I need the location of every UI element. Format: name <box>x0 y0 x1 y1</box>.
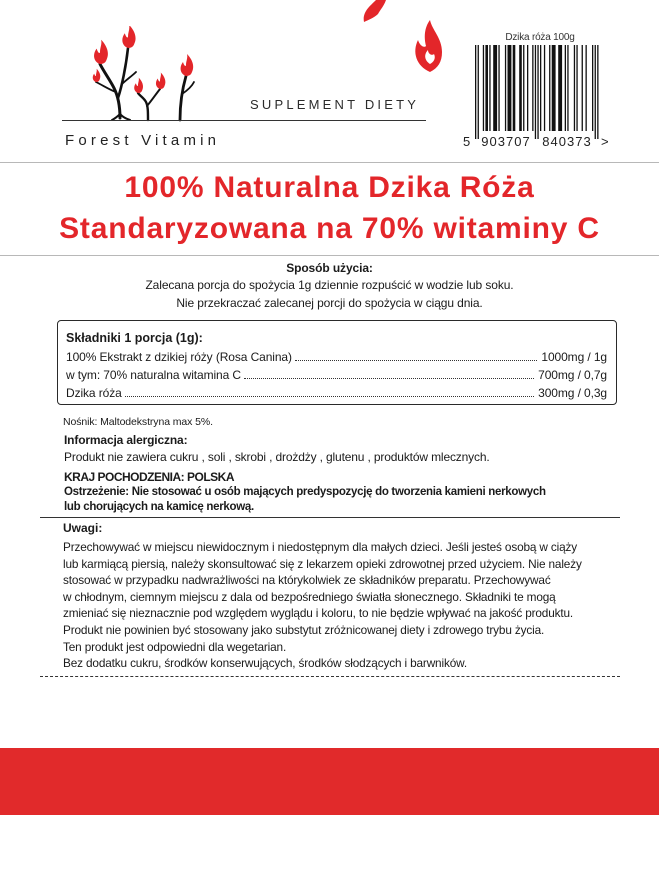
cut-line <box>40 676 620 677</box>
notes-line: Bez dodatku cukru, środków konserwujących, środków słodzących i barwników. <box>63 656 467 671</box>
barcode-quiet-mark: > <box>601 134 610 149</box>
flame-icon <box>364 0 386 22</box>
barcode-caption: Dzika róża 100g <box>505 32 575 43</box>
flame-icon <box>134 78 143 93</box>
barcode-guard-bar <box>597 45 598 139</box>
notes-line: Przechowywać w miejscu niewidocznym i niedostępnym dla małych dzieci. Jeśli jesteś osobą w ciąży <box>63 540 578 554</box>
warning-line <box>64 485 546 500</box>
allergy-text: Produkt nie zawiera cukru , soli , skrobi , drożdży , glutenu , produktów mlecznych. <box>64 450 490 464</box>
product-subtitle: Standaryzowana na 70% witaminy C <box>59 212 600 245</box>
barcode-bar <box>549 45 550 131</box>
barcode-guard-bar <box>535 45 536 139</box>
flame-icon <box>181 54 194 76</box>
barcode-bar <box>513 45 516 131</box>
barcode-guard-bar <box>478 45 479 139</box>
notes-line: stosować w przypadku nadwrażliwości na którykolwiek ze składników preparatu. Przechowywać <box>63 573 551 588</box>
notes-line: zmieniać się nieznacznie pod względem wyglądu i koloru, to nie będzie wpływać na jakość produktu. <box>63 606 574 621</box>
ingredient-amount: 700mg / 0,7g <box>538 368 607 382</box>
ingredient-row <box>66 384 607 402</box>
barcode-bar <box>485 45 488 131</box>
tree-branch <box>147 89 160 106</box>
usage-line: Zalecana porcja do spożycia 1g dziennie rozpuścić w wodzie lub soku. <box>145 278 514 292</box>
flame-decoration <box>350 0 450 80</box>
barcode-bar <box>582 45 583 131</box>
red-band <box>0 748 659 815</box>
barcode-bar <box>552 45 556 131</box>
product-category: SUPLEMENT DIETY <box>250 97 420 112</box>
notes-line: w chłodnym, ciemnym miejscu z dala od bezpośredniego światła słonecznego. Składniki te mogą <box>63 589 556 604</box>
warning-text: Nie stosować u osób mających predyspozycję do tworzenia kamieni nerkowych <box>131 486 546 498</box>
barcode-bar <box>523 45 524 131</box>
dot-leader <box>244 378 534 379</box>
barcode <box>475 45 599 139</box>
ingredient-row <box>66 348 607 366</box>
title-separator <box>0 255 659 256</box>
barcode-bar <box>532 45 533 131</box>
barcode-bar <box>527 45 528 131</box>
flame-icon <box>122 26 135 48</box>
ingredient-amount: 1000mg / 1g <box>541 350 607 364</box>
barcode-bar <box>576 45 577 131</box>
notes-rule <box>40 517 620 518</box>
ingredients-box <box>57 320 617 405</box>
tree-flames-logo-icon <box>80 26 200 122</box>
barcode-bar <box>498 45 499 131</box>
dot-leader <box>125 396 534 397</box>
ingredient-label: 100% Ekstrakt z dzikiej róży (Rosa Canina) <box>66 350 292 364</box>
barcode-bar <box>519 45 522 131</box>
header-rule <box>62 120 426 121</box>
barcode-right-digits: 840373 <box>542 134 592 149</box>
notes-line: lub karmiącą piersią, należy skonsultować się z lekarzem opieki zdrowotnej przed użyciem. Nie należy <box>63 556 582 571</box>
tree-trunk <box>100 64 120 118</box>
product-title: 100% Naturalna Dzika Róża <box>124 171 535 204</box>
barcode-bar <box>586 45 587 131</box>
barcode-left-digits: 903707 <box>481 134 531 149</box>
barcode-bar <box>508 45 512 131</box>
flame-icon <box>415 20 442 72</box>
barcode-bar <box>574 45 575 131</box>
barcode-bar <box>483 45 484 131</box>
tree-trunk <box>180 76 186 120</box>
flame-icon <box>156 73 165 90</box>
barcode-bar <box>505 45 506 131</box>
barcode-bar <box>592 45 593 131</box>
ingredient-label: Dzika róża <box>66 386 122 400</box>
barcode-bar <box>558 45 562 131</box>
notes-body <box>63 539 582 672</box>
barcode-bar <box>565 45 566 131</box>
barcode-guard-bar <box>475 45 476 139</box>
tree-branch <box>118 48 128 98</box>
notes-heading: Uwagi: <box>63 521 103 535</box>
ingredients-heading: Składniki 1 porcja (1g): <box>66 331 203 345</box>
usage-heading: Sposób użycia: <box>286 261 373 275</box>
barcode-bar <box>540 45 541 131</box>
notes-line: Produkt nie powinien być stosowany jako substytut zróżnicowanej diety i zdrowego trybu życia. <box>63 622 545 637</box>
country-of-origin: KRAJ POCHODZENIA: POLSKA <box>64 470 235 484</box>
warning-line: lub chorujących na kamicę nerkową. <box>64 501 254 513</box>
ingredient-row <box>66 366 607 384</box>
barcode-lead-digit: 5 <box>463 134 472 149</box>
notes-line: Ten produkt jest odpowiedni dla wegetarian. <box>63 639 287 654</box>
flame-icon <box>94 40 108 64</box>
usage-line: Nie przekraczać zalecanej porcji do spożycia w ciągu dnia. <box>176 296 483 310</box>
barcode-guard-bar <box>595 45 596 139</box>
carrier-note: Nośnik: Maltodekstryna max 5%. <box>63 416 213 428</box>
ingredient-label: w tym: 70% naturalna witamina C <box>66 368 241 382</box>
warning-label: Ostrzeżenie: <box>64 486 129 498</box>
barcode-bar <box>567 45 568 131</box>
barcode-bar <box>489 45 490 131</box>
barcode-bar <box>493 45 497 131</box>
allergy-heading: Informacja alergiczna: <box>64 433 188 447</box>
brand-name: Forest Vitamin <box>65 132 221 149</box>
dot-leader <box>295 360 537 361</box>
header-separator <box>0 162 659 163</box>
ingredient-amount: 300mg / 0,3g <box>538 386 607 400</box>
flame-icon <box>93 69 101 82</box>
barcode-bar <box>544 45 545 131</box>
barcode-guard-bar <box>537 45 538 139</box>
